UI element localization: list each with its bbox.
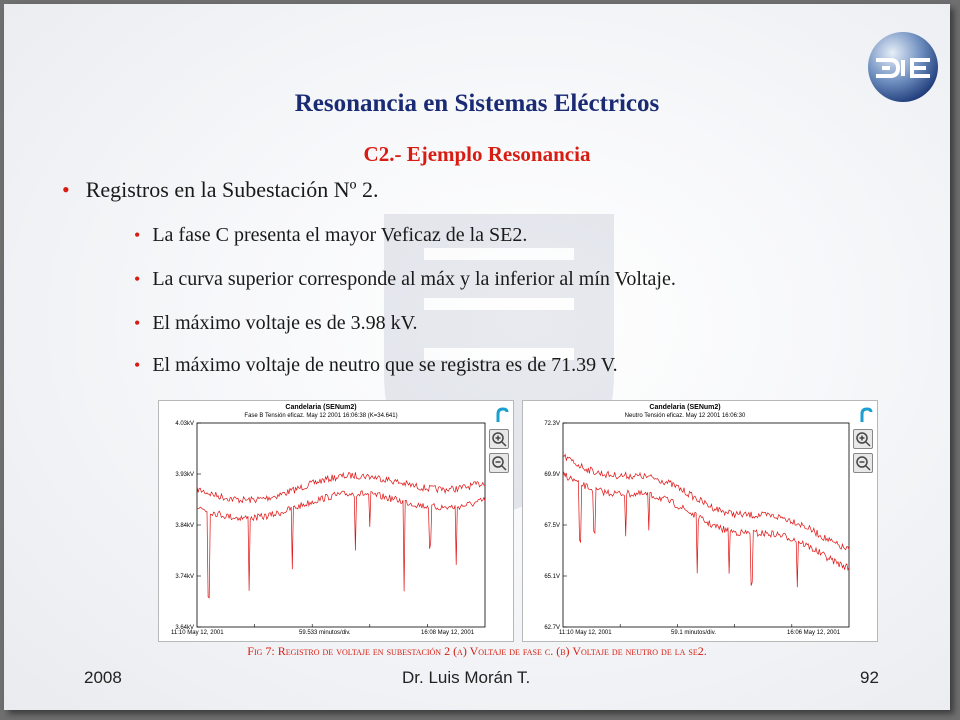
footer-year: 2008 [84,668,122,687]
slide-title: Resonancia en Sistemas Eléctricos [294,90,660,117]
figure-b-x-scale: 59.1 minutos/div. [671,630,716,636]
figure-a-x-scale: 59.533 minutos/div. [299,630,351,636]
figure-a-title: Candelaria (SENum2) [285,404,357,411]
app-logo-icon [495,407,509,423]
slide-subtitle: C2.- Ejemplo Resonancia [363,142,591,166]
figure-b-y-tick-label: 69.9V [544,472,560,478]
sub-bullet-text: El máximo voltaje de neutro que se registra es de 71.39 V. [152,354,618,376]
figure-b-y-tick-label: 65.1V [544,574,560,580]
figure-a-y-tick-label: 3.93kV [175,472,194,478]
zoom-out-icon [854,454,872,472]
figure-b-y-tick-label: 67.5V [544,523,560,529]
figure-a-y-tick-label: 3.84kV [175,523,194,529]
figure-b-title: Candelaria (SENum2) [649,404,721,411]
sub-bullet-3 [134,312,417,335]
figure-a-y-tick-label: 4.03kV [175,421,194,427]
figure-caption: Fig 7: Registro de voltaje en subestación 2 (a) Voltaje de fase c. (b) Voltaje de neutro de la se2. [247,644,707,658]
figure-a-plot-canvas [159,401,513,641]
figure-b-x-end: 16:06 May 12, 2001 [787,630,841,636]
sub-bullet-text: La curva superior corresponde al máx y la inferior al mín Voltaje. [152,268,676,290]
figure-a-x-start: 11:10 May 12, 2001 [171,630,224,636]
figure-a-y-tick-label: 3.74kV [175,574,194,580]
figure-b-y-tick-label: 62.7V [544,625,560,631]
zoom-in-icon [854,430,872,448]
figure-b-subtitle: Neutro Tensión eficaz. May 12 2001 16:06:30 [624,413,746,419]
bullet-main-text: Registros en la Subestación Nº 2. [85,177,379,202]
bullet-dot-icon: • [62,177,70,202]
figure-a-y-tick-label: 3.64kV [175,625,194,631]
figure-b-plot-canvas [523,401,877,641]
figure-b-x-start: 11:10 May 12, 2001 [559,630,612,636]
figure-a-phase-voltage-plot [158,400,514,642]
sub-bullet-1 [134,224,527,247]
zoom-in-button[interactable] [489,429,509,449]
figure-a-plot-area [197,423,485,627]
zoom-in-button[interactable] [853,429,873,449]
footer-author: Dr. Luis Morán T. [402,668,531,687]
sub-bullet-text: La fase C presenta el mayor Veficaz de la SE2. [152,224,528,246]
zoom-out-button[interactable] [489,453,509,473]
sub-bullet-text: El máximo voltaje es de 3.98 kV. [152,312,418,334]
zoom-out-icon [490,454,508,472]
figure-b-plot-area [563,423,849,627]
bullet-dot-icon: • [134,225,141,245]
bullet-main [62,177,378,203]
zoom-out-button[interactable] [853,453,873,473]
bullet-dot-icon: • [134,269,141,289]
app-logo-icon [859,407,873,423]
sub-bullet-2 [134,268,676,291]
figure-a-subtitle: Fase B Tensión eficaz. May 12 2001 16:06:38 (K=34.641) [244,413,398,419]
slide [4,4,950,710]
footer-page-number: 92 [860,668,879,687]
figure-b-y-tick-label: 72.3V [544,421,560,427]
figure-b-neutral-voltage-plot [522,400,878,642]
figure-a-x-end: 16:08 May 12, 2001 [421,630,475,636]
zoom-in-icon [490,430,508,448]
bullet-dot-icon: • [134,355,141,375]
sub-bullet-4 [134,354,618,377]
bullet-dot-icon: • [134,313,141,333]
